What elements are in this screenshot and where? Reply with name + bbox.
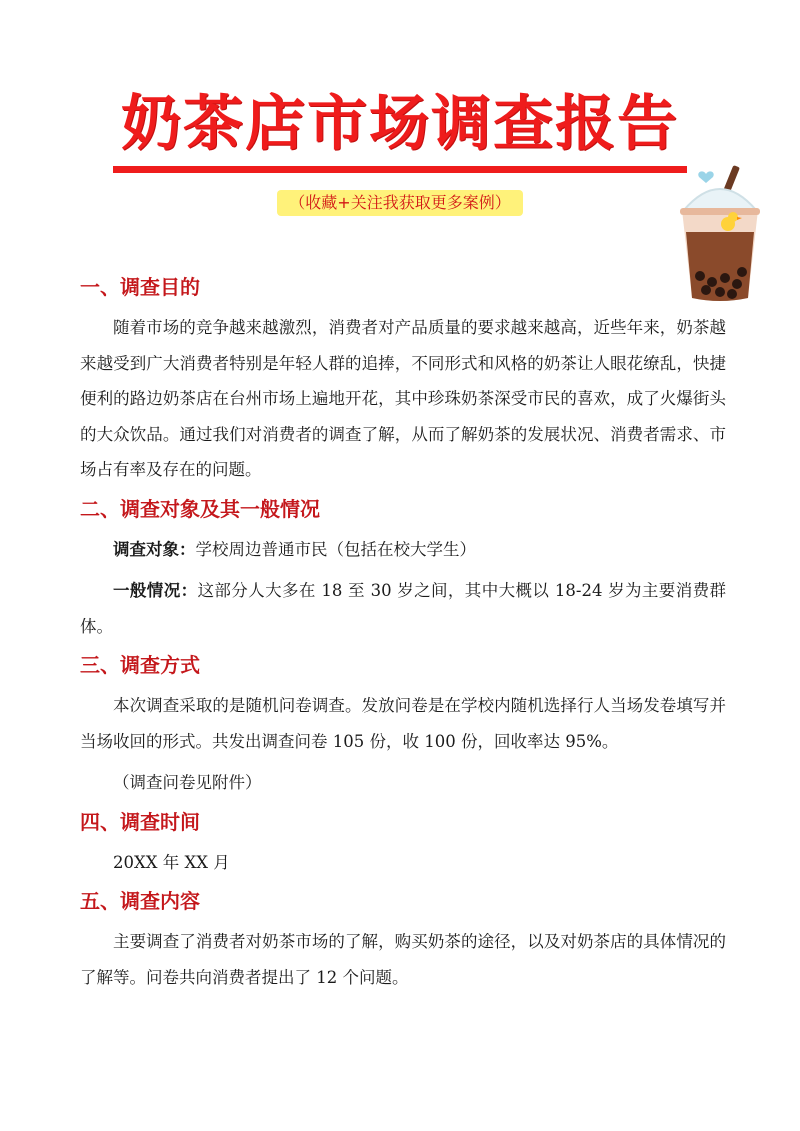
section-paragraph: 20XX 年 XX 月 (113, 852, 230, 872)
section-paragraph: （调查问卷见附件） (113, 773, 262, 792)
item-label: 调查对象： (113, 539, 196, 559)
section-heading: 四、调查时间 (80, 809, 200, 834)
item-text: 这部分人大多在 18 至 30 岁之间，其中大概以 18-24 岁为主要消费群体。 (80, 581, 726, 636)
section-heading: 三、调查方式 (80, 653, 200, 677)
section-paragraph: 随着市场的竞争越来越激烈，消费者对产品质量的要求越来越高，近些年来，奶茶越来越受到广大消费者特别是年轻人群的追捧，不同形式和风格的奶茶让人眼花缭乱，快捷便利的路边奶茶店在台州市场上遍地开花，其中珍珠奶茶深受市民的喜欢，成了火爆街头的大众饮品。通过我们对消费者的调查了解，从而了解奶茶的发展状况、消费者需求、市场占有率及存在的问题。 (80, 318, 726, 479)
section-heading: 二、调查对象及其一般情况 (80, 496, 320, 521)
item-label: 一般情况： (113, 581, 198, 600)
general-situation-item (80, 573, 726, 644)
item-text: 学校周边普通市民（包括在校大学生） (195, 539, 476, 559)
section-heading: 五、调查内容 (80, 889, 200, 913)
report-content (80, 272, 726, 1001)
section-paragraph: 主要调查了消费者对奶茶市场的了解，购买奶茶的途径，以及对奶茶店的具体情况的了解等。问卷共向消费者提出了 12 个问题。 (80, 932, 726, 987)
page-title: 奶茶店市场调查报告 (113, 88, 687, 173)
subtitle-banner: （收藏+关注我获取更多案例） (277, 190, 522, 216)
section-paragraph: 本次调查采取的是随机问卷调查。发放问卷是在学校内随机选择行人当场发卷填写并当场收回的形式。共发出调查问卷 105 份，收 100 份，回收率达 95%。 (80, 696, 726, 751)
section-heading: 一、调查目的 (80, 275, 200, 299)
survey-target-item (80, 532, 726, 568)
